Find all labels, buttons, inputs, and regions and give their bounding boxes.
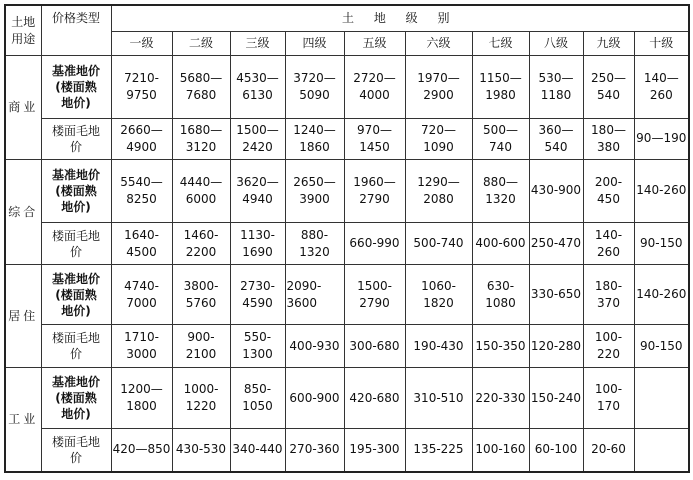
price-cell: 3620— 4940	[230, 160, 285, 223]
price-cell: 720— 1090	[405, 118, 472, 159]
price-type-cell: 基准地价 (楼面熟 地价)	[41, 265, 111, 325]
price-cell: 250-470	[529, 222, 583, 264]
grade-header-2: 二级	[172, 31, 230, 55]
price-cell: 310-510	[405, 368, 472, 429]
price-cell: 120-280	[529, 324, 583, 367]
price-cell: 220-330	[472, 368, 529, 429]
price-cell: 340-440	[230, 428, 285, 472]
price-cell: 300-680	[344, 324, 405, 367]
price-type-cell: 基准地价 (楼面熟 地价)	[41, 368, 111, 429]
price-type-cell: 基准地价 (楼面熟 地价)	[41, 160, 111, 223]
table-row	[5, 118, 689, 159]
price-cell: 135-225	[405, 428, 472, 472]
price-cell: 90—190	[634, 118, 689, 159]
price-cell: 190-430	[405, 324, 472, 367]
land-use-commercial: 商业	[5, 56, 41, 160]
price-cell: 2720— 4000	[344, 56, 405, 119]
price-cell-empty	[634, 368, 689, 429]
price-cell: 90-150	[634, 222, 689, 264]
price-cell: 2730- 4590	[230, 265, 285, 325]
price-cell: 1200— 1800	[111, 368, 172, 429]
price-cell: 430-530	[172, 428, 230, 472]
price-cell: 1460- 2200	[172, 222, 230, 264]
price-cell: 2090- 3600	[285, 265, 344, 325]
price-cell: 4440— 6000	[172, 160, 230, 223]
price-cell: 400-600	[472, 222, 529, 264]
price-cell: 500-740	[405, 222, 472, 264]
price-cell: 180-370	[583, 265, 634, 325]
price-cell: 530— 1180	[529, 56, 583, 119]
price-cell: 500—740	[472, 118, 529, 159]
price-type-cell: 基准地价 (楼面熟 地价)	[41, 56, 111, 119]
price-cell-empty	[634, 428, 689, 472]
land-use-mixed: 综合	[5, 160, 41, 265]
table-row	[5, 324, 689, 367]
grade-header-5: 五级	[344, 31, 405, 55]
land-use-residential: 居住	[5, 265, 41, 368]
price-type-header: 价格类型	[41, 5, 111, 56]
price-cell: 660-990	[344, 222, 405, 264]
price-cell: 330-650	[529, 265, 583, 325]
price-cell: 1150— 1980	[472, 56, 529, 119]
price-cell: 600-900	[285, 368, 344, 429]
land-grade-header: 土 地 级 别	[111, 5, 689, 31]
grade-header-10: 十级	[634, 31, 689, 55]
price-cell: 60-100	[529, 428, 583, 472]
price-cell: 150-240	[529, 368, 583, 429]
price-cell: 1130- 1690	[230, 222, 285, 264]
price-cell: 430-900	[529, 160, 583, 223]
price-cell: 140-260	[583, 222, 634, 264]
price-cell: 7210- 9750	[111, 56, 172, 119]
price-cell: 1290— 2080	[405, 160, 472, 223]
price-cell: 880-1320	[285, 222, 344, 264]
price-cell: 140— 260	[634, 56, 689, 119]
table-row	[5, 368, 689, 429]
price-cell: 1000- 1220	[172, 368, 230, 429]
price-type-cell: 楼面毛地 价	[41, 118, 111, 159]
price-cell: 4740- 7000	[111, 265, 172, 325]
price-cell: 420-680	[344, 368, 405, 429]
price-cell: 100-160	[472, 428, 529, 472]
grade-header-6: 六级	[405, 31, 472, 55]
land-use-industrial: 工业	[5, 368, 41, 472]
price-cell: 1500- 2790	[344, 265, 405, 325]
price-cell: 970— 1450	[344, 118, 405, 159]
price-cell: 4530— 6130	[230, 56, 285, 119]
price-cell: 3800- 5760	[172, 265, 230, 325]
price-cell: 400-930	[285, 324, 344, 367]
price-cell: 1240— 1860	[285, 118, 344, 159]
price-cell: 100-170	[583, 368, 634, 429]
price-cell: 20-60	[583, 428, 634, 472]
table-row	[5, 428, 689, 472]
price-cell: 1060- 1820	[405, 265, 472, 325]
table-row	[5, 56, 689, 119]
price-cell: 140-260	[634, 160, 689, 223]
price-cell: 360— 540	[529, 118, 583, 159]
price-cell: 1640-4500	[111, 222, 172, 264]
price-cell: 3720— 5090	[285, 56, 344, 119]
table-row	[5, 160, 689, 223]
price-cell: 250— 540	[583, 56, 634, 119]
land-price-table	[4, 4, 690, 473]
price-cell: 850-1050	[230, 368, 285, 429]
price-cell: 1680— 3120	[172, 118, 230, 159]
price-cell: 200-450	[583, 160, 634, 223]
grade-header-7: 七级	[472, 31, 529, 55]
price-cell: 5680— 7680	[172, 56, 230, 119]
price-cell: 880— 1320	[472, 160, 529, 223]
price-cell: 100-220	[583, 324, 634, 367]
price-type-cell: 楼面毛地 价	[41, 428, 111, 472]
price-cell: 2660— 4900	[111, 118, 172, 159]
grade-header-8: 八级	[529, 31, 583, 55]
grade-header-4: 四级	[285, 31, 344, 55]
price-cell: 1500— 2420	[230, 118, 285, 159]
grade-header-9: 九级	[583, 31, 634, 55]
price-cell: 1970— 2900	[405, 56, 472, 119]
price-cell: 630-1080	[472, 265, 529, 325]
price-cell: 90-150	[634, 324, 689, 367]
price-cell: 1710- 3000	[111, 324, 172, 367]
grade-header-3: 三级	[230, 31, 285, 55]
price-cell: 270-360	[285, 428, 344, 472]
price-cell: 2650— 3900	[285, 160, 344, 223]
price-cell: 195-300	[344, 428, 405, 472]
price-cell: 180— 380	[583, 118, 634, 159]
price-type-cell: 楼面毛地 价	[41, 222, 111, 264]
land-use-header: 土地 用途	[5, 5, 41, 56]
price-type-cell: 楼面毛地 价	[41, 324, 111, 367]
header-row-1	[5, 5, 689, 31]
price-cell: 5540— 8250	[111, 160, 172, 223]
price-cell: 150-350	[472, 324, 529, 367]
price-cell: 900-2100	[172, 324, 230, 367]
table-row	[5, 222, 689, 264]
grade-header-1: 一级	[111, 31, 172, 55]
table-row	[5, 265, 689, 325]
price-cell: 420—850	[111, 428, 172, 472]
price-cell: 140-260	[634, 265, 689, 325]
price-cell: 1960— 2790	[344, 160, 405, 223]
price-cell: 550-1300	[230, 324, 285, 367]
